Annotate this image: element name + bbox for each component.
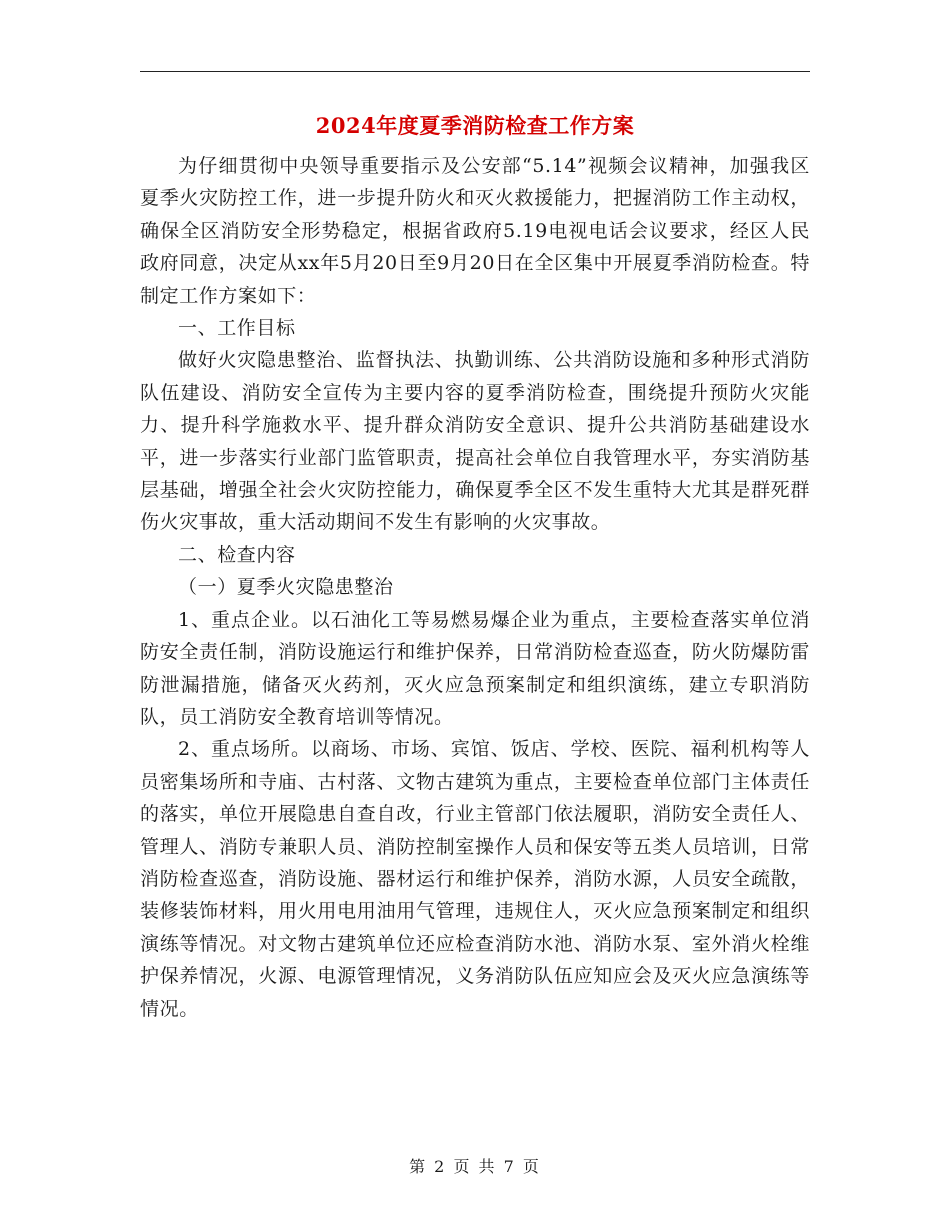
section-heading-contents: 二、检查内容: [178, 543, 296, 566]
header-rule: [140, 71, 810, 72]
document-title: 2024年度夏季消防检查工作方案: [315, 113, 635, 138]
intro-paragraph: 为仔细贯彻中央领导重要指示及公安部“5.14”视频会议精神，加强我区夏季火灾防控工作，进一步提升防火和灭火救援能力，把握消防工作主动权，确保全区消防安全形势稳定，根据省政府5.19电视电话会议要求，经区人民政府同意，决定从xx年5月20日至9月20日在全区集中开展夏季消防检查。特制定工作方案如下：: [140, 155, 810, 307]
document-body: [140, 108, 810, 1025]
goals-paragraph: 做好火灾隐患整治、监督执法、执勤训练、公共消防设施和多种形式消防队伍建设、消防安全宣传为主要内容的夏季消防检查，围绕提升预防火灾能力、提升科学施救水平、提升群众消防安全意识、提升公共消防基础建设水平，进一步落实行业部门监管职责，提高社会单位自我管理水平，夯实消防基层基础，增强全社会火灾防控能力，确保夏季全区不发生重特大尤其是群死群伤火灾事故，重大活动期间不发生有影响的火灾事故。: [140, 349, 810, 534]
key-enterprises-paragraph: 1、重点企业。以石油化工等易燃易爆企业为重点，主要检查落实单位消防安全责任制，消防设施运行和维护保养，日常消防检查巡查，防火防爆防雷防泄漏措施，储备灭火药剂，灭火应急预案制定和组织演练，建立专职消防队，员工消防安全教育培训等情况。: [140, 608, 810, 728]
key-places-paragraph: 2、重点场所。以商场、市场、宾馆、饭店、学校、医院、福利机构等人员密集场所和寺庙、古村落、文物古建筑为重点，主要检查单位部门主体责任的落实，单位开展隐患自查自改，行业主管部门依法履职，消防安全责任人、管理人、消防专兼职人员、消防控制室操作人员和保安等五类人员培训，日常消防检查巡查，消防设施、器材运行和维护保养，消防水源，人员安全疏散，装修装饰材料，用火用电用油用气管理，违规住人，灭火应急预案制定和组织演练等情况。对文物古建筑单位还应检查消防水池、消防水泵、室外消火栓维护保养情况，火源、电源管理情况，义务消防队伍应知应会及灭火应急演练等情况。: [140, 738, 810, 1020]
section-heading-goals: 一、工作目标: [178, 317, 296, 340]
page-number: 第 2 页 共 7 页: [409, 1157, 541, 1176]
subsection-heading-hazards: （一）夏季火灾隐患整治: [178, 576, 394, 599]
